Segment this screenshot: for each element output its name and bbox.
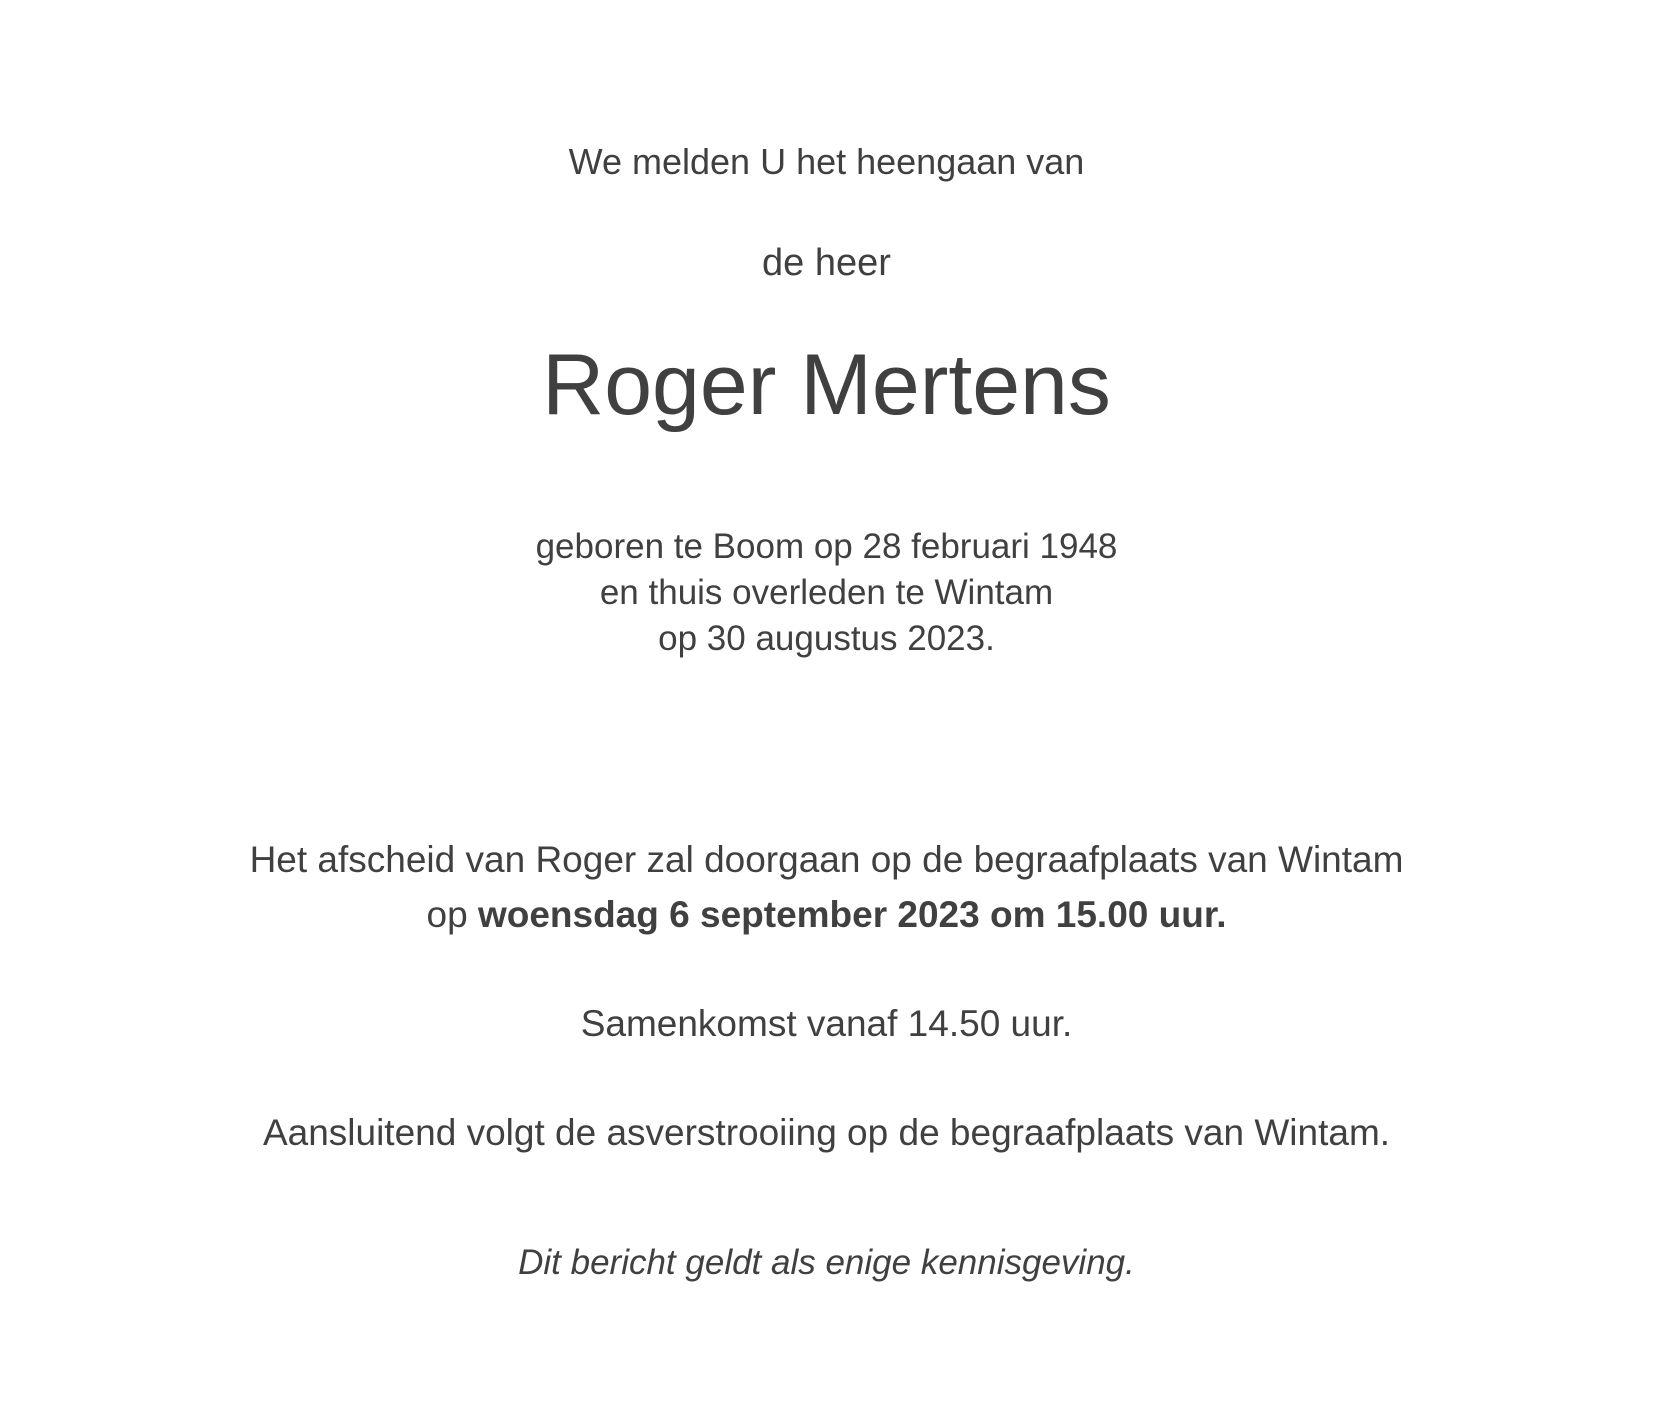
gathering-time: Samenkomst vanaf 14.50 uur.	[580, 1003, 1073, 1044]
farewell-prefix: op	[426, 894, 468, 935]
farewell-line-2	[0, 891, 1653, 939]
farewell-line-1: Het afscheid van Roger zal doorgaan op de begraafplaats van Wintam	[249, 839, 1404, 880]
ash-scattering-text: Aansluitend volgt de asverstrooiing op de begraafplaats van Wintam.	[262, 1112, 1391, 1153]
intro-text: We melden U het heengaan van	[568, 141, 1085, 182]
closing-note: Dit bericht geldt als enige kennisgeving.	[518, 1243, 1135, 1282]
deceased-name: Roger Mertens	[542, 337, 1111, 433]
death-line-1: en thuis overleden te Wintam	[599, 573, 1054, 612]
death-line-2: op 30 augustus 2023.	[658, 619, 995, 658]
farewell-datetime: woensdag 6 september 2023 om 15.00 uur.	[477, 894, 1227, 935]
birth-line: geboren te Boom op 28 februari 1948	[535, 527, 1118, 566]
honorific-text: de heer	[762, 242, 891, 284]
